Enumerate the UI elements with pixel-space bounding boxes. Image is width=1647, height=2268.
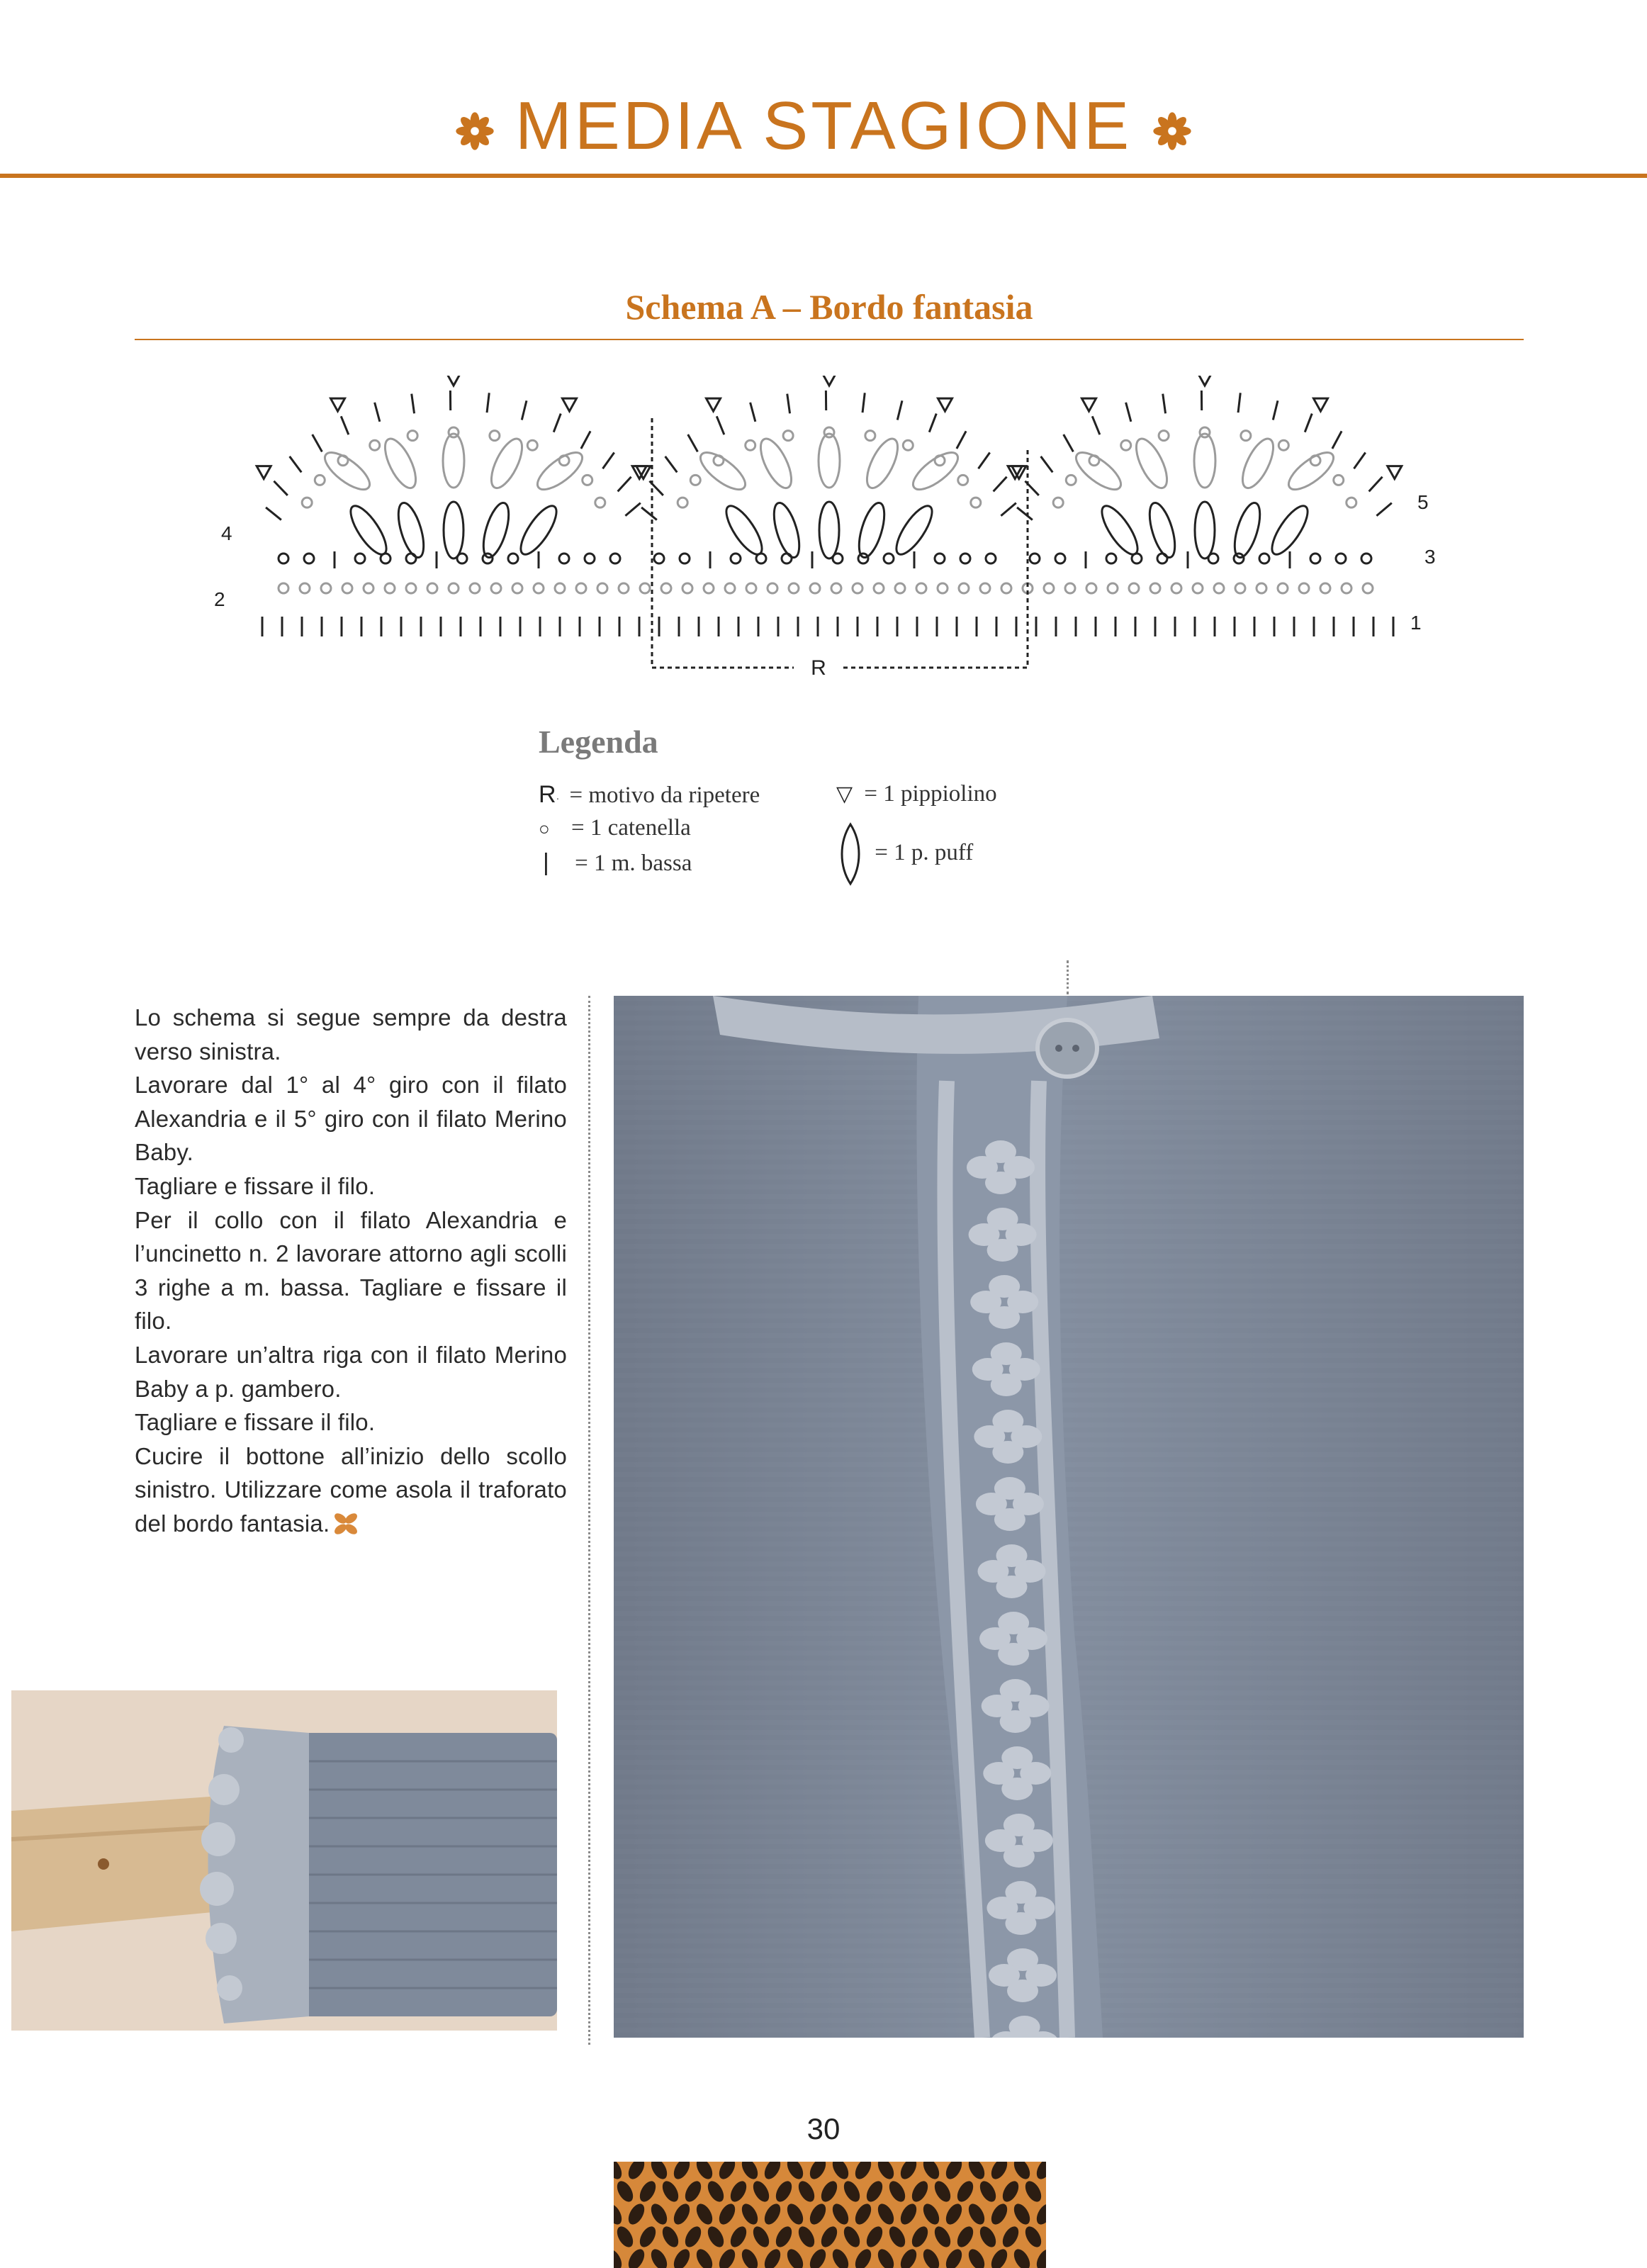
sleeve-cuff-illustration: [11, 1690, 557, 2031]
puff-stitch-mark: [1130, 434, 1174, 492]
single-crochet-mark: [1273, 400, 1278, 420]
chain-mark: [470, 583, 480, 593]
chain-mark: [279, 554, 288, 563]
single-crochet-mark: [1369, 477, 1383, 492]
chain-mark: [300, 583, 310, 593]
legend-item-text: = motivo da ripetere: [569, 782, 760, 808]
puff-stitch-mark: [908, 447, 964, 496]
puff-stitch-mark: [1283, 447, 1339, 496]
flower-ornament-icon: [454, 111, 495, 152]
single-crochet-mark: [290, 456, 302, 472]
chain-mark: [678, 498, 687, 507]
instruction-paragraph: Lavorare un’altra riga con il filato Merino Baby a p. gambero.: [135, 1341, 567, 1402]
puff-stitch-icon: [836, 822, 865, 886]
chain-mark: [725, 583, 735, 593]
chain-mark: [508, 554, 518, 563]
legend-item-repeat: R· = motivo da ripetere: [539, 781, 760, 808]
chain-mark: [385, 583, 395, 593]
single-crochet-mark: [665, 456, 678, 472]
single-crochet-icon: |: [543, 849, 549, 876]
chain-mark: [595, 498, 605, 507]
chain-mark: [935, 554, 945, 563]
single-crochet-mark: [862, 393, 865, 412]
single-crochet-mark: [625, 503, 640, 516]
chain-mark: [527, 440, 537, 450]
chain-mark: [704, 583, 714, 593]
chain-mark: [1361, 554, 1371, 563]
chain-mark: [321, 583, 331, 593]
chain-mark: [1257, 583, 1266, 593]
chain-mark: [831, 583, 841, 593]
picot-mark: [1198, 376, 1212, 386]
puff-decoration: [1001, 1778, 1033, 1800]
chain-mark: [1001, 583, 1011, 593]
single-crochet-mark: [553, 414, 561, 432]
puff-decoration: [998, 1643, 1029, 1666]
single-crochet-mark: [688, 434, 698, 451]
puff-decoration: [1004, 1845, 1035, 1868]
picot-mark: [822, 376, 836, 386]
chain-mark: [559, 554, 569, 563]
chain-mark: [971, 498, 981, 507]
chain-mark: [1259, 554, 1269, 563]
chain-mark: [1320, 583, 1330, 593]
chain-mark: [1278, 583, 1288, 593]
picot-mark: [938, 398, 952, 411]
end-mark-icon: [332, 1512, 359, 1536]
single-crochet-mark: [581, 431, 590, 449]
puff-stitch-mark: [379, 434, 422, 492]
legend-title: Legenda: [539, 724, 658, 760]
single-crochet-mark: [897, 400, 902, 420]
chain-mark: [661, 583, 671, 593]
chain-mark: [1193, 583, 1203, 593]
puff-stitch-mark: [1237, 434, 1280, 492]
instruction-last-text: Cucire il bottone all’inizio dello scollo sinistro. Utilizzare come asola il traforato del bordo fantasia.: [135, 1442, 567, 1537]
legend-item-single-crochet: [539, 849, 692, 877]
chain-mark: [783, 431, 793, 441]
puff-decoration: [987, 1239, 1018, 1262]
chain-mark: [407, 431, 417, 441]
chain-mark: [1200, 427, 1210, 437]
chain-mark: [512, 583, 522, 593]
single-crochet-mark: [1017, 507, 1033, 520]
row-label-1: 1: [1410, 612, 1422, 634]
picot-mark: [446, 376, 461, 386]
single-crochet-mark: [412, 394, 415, 414]
puff-stitch-mark: [1230, 500, 1265, 561]
chain-mark: [789, 583, 799, 593]
picot-icon: ▽: [836, 782, 853, 806]
chain-mark: [1363, 583, 1373, 593]
puff-stitch-mark: [1195, 502, 1215, 558]
chain-mark: [355, 554, 365, 563]
single-crochet-mark: [716, 416, 724, 434]
single-crochet-mark: [618, 477, 631, 492]
chain-mark: [279, 583, 288, 593]
puff-stitch-mark: [344, 501, 393, 559]
puff-stitch-mark: [443, 434, 464, 488]
chain-mark: [1044, 583, 1054, 593]
cardigan-placket-illustration: [614, 996, 1524, 2038]
puff-stitch-mark: [485, 434, 529, 492]
chain-mark: [1121, 440, 1131, 450]
single-crochet-mark: [375, 403, 380, 422]
puff-stitch-mark: [515, 501, 563, 559]
puff-stitch-mark: [1145, 500, 1180, 561]
chain-mark: [491, 583, 501, 593]
instruction-paragraph: Tagliare e fissare il filo.: [135, 1172, 376, 1199]
puff-stitch-mark: [444, 502, 463, 558]
single-crochet-mark: [313, 434, 322, 451]
crochet-chart: [206, 376, 1453, 687]
chain-mark: [1214, 583, 1224, 593]
legend-item-text: = 1 pippiolino: [864, 781, 997, 807]
picot-mark: [562, 398, 576, 411]
puff-decoration: [1005, 1912, 1036, 1935]
chain-mark: [406, 583, 416, 593]
legend-item-chain: [539, 815, 691, 841]
picot-mark: [1082, 398, 1096, 411]
footer-knit-texture: [614, 2162, 1046, 2268]
chain-mark: [884, 554, 894, 563]
schema-rule: [135, 339, 1524, 340]
chain-mark: [1299, 583, 1309, 593]
single-crochet-mark: [522, 400, 527, 420]
chain-mark: [1129, 583, 1139, 593]
puff-stitch-mark: [532, 447, 588, 496]
puff-stitch-mark: [1096, 501, 1144, 559]
chain-mark: [959, 583, 969, 593]
single-crochet-mark: [274, 481, 287, 495]
single-crochet-mark: [1001, 503, 1016, 516]
row-label-4: 4: [221, 522, 232, 544]
puff-stitch-mark: [819, 434, 840, 488]
row-label-2: 2: [214, 588, 225, 610]
chain-mark: [1065, 583, 1075, 593]
legend-item-puff: [836, 822, 973, 886]
chain-mark: [490, 431, 500, 441]
single-crochet-mark: [994, 477, 1007, 492]
single-crochet-mark: [602, 452, 614, 468]
picot-mark: [331, 398, 345, 411]
puff-stitch-mark: [1266, 501, 1314, 559]
chain-mark: [342, 583, 352, 593]
chain-mark: [986, 554, 996, 563]
single-crochet-mark: [641, 507, 657, 520]
chain-mark: [1108, 583, 1118, 593]
repeat-label: R: [811, 656, 826, 680]
puff-stitch-mark: [393, 500, 429, 561]
single-crochet-mark: [1092, 416, 1100, 434]
repeat-marker-icon: R: [539, 781, 556, 808]
chain-mark: [1241, 431, 1251, 441]
puff-stitch-mark: [695, 447, 751, 496]
header-title-text: MEDIA STAGIONE: [515, 88, 1132, 164]
single-crochet-mark: [957, 431, 966, 449]
instruction-paragraph: Lo schema si segue sempre da destra verso sinistra.: [135, 1004, 567, 1065]
legend: [539, 723, 1176, 893]
chain-mark: [1150, 583, 1160, 593]
chain-mark: [449, 427, 459, 437]
puff-decoration: [985, 1172, 1016, 1194]
single-crochet-mark: [266, 507, 281, 520]
chain-mark: [1278, 440, 1288, 450]
flower-ornament-icon: [1152, 111, 1193, 152]
chain-mark: [746, 583, 756, 593]
single-crochet-mark: [1126, 403, 1131, 422]
puff-stitch-mark: [720, 501, 768, 559]
chain-mark: [853, 583, 862, 593]
picot-mark: [707, 398, 721, 411]
single-crochet-mark: [978, 452, 989, 468]
single-crochet-mark: [1354, 452, 1365, 468]
chain-mark: [1106, 554, 1116, 563]
puff-stitch-mark: [854, 500, 889, 561]
chain-mark: [1159, 431, 1169, 441]
single-crochet-mark: [787, 394, 790, 414]
chain-mark: [610, 554, 620, 563]
puff-stitch-mark: [1194, 434, 1215, 488]
legend-item-text: = 1 p. puff: [875, 839, 974, 865]
chain-mark: [1055, 554, 1065, 563]
dotted-divider: [1067, 960, 1069, 994]
puff-decoration: [989, 1306, 1020, 1329]
chain-mark: [302, 498, 312, 507]
single-crochet-mark: [1305, 414, 1312, 432]
chain-mark: [1053, 498, 1063, 507]
puff-stitch-mark: [320, 447, 376, 496]
chain-mark: [1086, 583, 1096, 593]
chain-mark: [534, 583, 544, 593]
puff-stitch-mark: [861, 434, 904, 492]
puff-decoration: [992, 1441, 1023, 1464]
chain-mark: [690, 475, 700, 485]
chain-mark: [1310, 554, 1320, 563]
puff-stitch-mark: [890, 501, 938, 559]
puff-decoration: [1007, 1980, 1038, 2002]
chain-mark: [1336, 554, 1346, 563]
page-number: 30: [806, 2112, 841, 2145]
picot-mark: [1313, 398, 1327, 411]
puff-stitch-mark: [1071, 447, 1127, 496]
single-crochet-mark: [1376, 503, 1391, 516]
chain-mark: [865, 431, 875, 441]
single-crochet-mark: [929, 414, 936, 432]
chain-mark: [1347, 498, 1356, 507]
chain-mark: [619, 583, 629, 593]
single-crochet-mark: [751, 403, 755, 422]
chain-mark: [1235, 583, 1245, 593]
knit-texture-illustration: [614, 2162, 1046, 2268]
page-header-title: [0, 84, 1647, 169]
chain-mark: [874, 583, 884, 593]
chain-mark: [895, 583, 905, 593]
chain-mark: [746, 440, 755, 450]
puff-decoration: [994, 1508, 1025, 1531]
chain-mark: [576, 583, 586, 593]
single-crochet-mark: [341, 416, 349, 434]
chain-mark: [903, 440, 913, 450]
chain-mark: [449, 583, 459, 593]
single-crochet-mark: [1163, 394, 1166, 414]
puff-decoration: [996, 1576, 1027, 1598]
instruction-paragraph: Lavorare dal 1° al 4° giro con il filato Alexandria e il 5° giro con il filato Merino Baby.: [135, 1072, 567, 1166]
header-rule: [0, 174, 1647, 178]
chain-mark: [427, 583, 437, 593]
chain-mark: [810, 583, 820, 593]
chain-mark: [555, 583, 565, 593]
chain-mark: [1030, 554, 1040, 563]
instruction-paragraph: Per il collo con il filato Alexandria e l’uncinetto n. 2 lavorare attorno agli scolli 3 righe a m. bassa. Tagliare e fissare il filo.: [135, 1206, 567, 1335]
chain-mark: [916, 583, 926, 593]
chain-mark: [1171, 583, 1181, 593]
chain-mark: [654, 554, 664, 563]
schema-title: Schema A – Bordo fantasia: [625, 287, 1033, 327]
chain-mark: [304, 554, 314, 563]
puff-stitch-mark: [478, 500, 514, 561]
chain-mark: [585, 554, 595, 563]
puff-decoration: [1000, 1710, 1031, 1733]
single-crochet-mark: [1238, 393, 1240, 412]
chain-mark: [597, 583, 607, 593]
picot-mark: [257, 466, 271, 479]
chain-mark: [364, 583, 373, 593]
legend-item-text: = 1 m. bassa: [575, 850, 692, 876]
chain-mark: [824, 427, 834, 437]
chain-mark: [583, 475, 592, 485]
chain-stitch-icon: ○: [539, 818, 550, 839]
instruction-paragraph: [135, 1439, 567, 1541]
chain-mark: [682, 583, 692, 593]
row-label-5: 5: [1417, 491, 1429, 513]
chain-mark: [960, 554, 970, 563]
chain-mark: [1342, 583, 1351, 593]
chain-mark: [731, 554, 741, 563]
single-crochet-mark: [487, 393, 489, 412]
row-label-3: 3: [1424, 546, 1436, 568]
chain-mark: [1334, 475, 1344, 485]
dotted-divider: [588, 996, 590, 2045]
instructions-text: [135, 1001, 567, 1541]
cardigan-placket-photo: [614, 996, 1524, 2038]
chain-mark: [768, 583, 777, 593]
legend-item-picot: [836, 781, 997, 807]
chain-mark: [680, 554, 690, 563]
single-crochet-mark: [1064, 434, 1074, 451]
puff-decoration: [991, 1374, 1022, 1396]
puff-stitch-mark: [755, 434, 798, 492]
chain-mark: [315, 475, 325, 485]
single-crochet-mark: [1332, 431, 1342, 449]
instruction-paragraph: Tagliare e fissare il filo.: [135, 1409, 376, 1436]
puff-stitch-mark: [769, 500, 804, 561]
legend-item-text: = 1 catenella: [570, 815, 691, 841]
sleeve-cuff-photo: [11, 1690, 557, 2031]
single-crochet-mark: [1041, 456, 1053, 472]
chain-mark: [1066, 475, 1076, 485]
puff-stitch-mark: [819, 502, 839, 558]
chain-mark: [980, 583, 990, 593]
chain-mark: [370, 440, 380, 450]
chain-mark: [938, 583, 948, 593]
chain-mark: [640, 583, 650, 593]
picot-mark: [1388, 466, 1402, 479]
chain-mark: [958, 475, 968, 485]
chart-stitches: [257, 376, 1402, 636]
